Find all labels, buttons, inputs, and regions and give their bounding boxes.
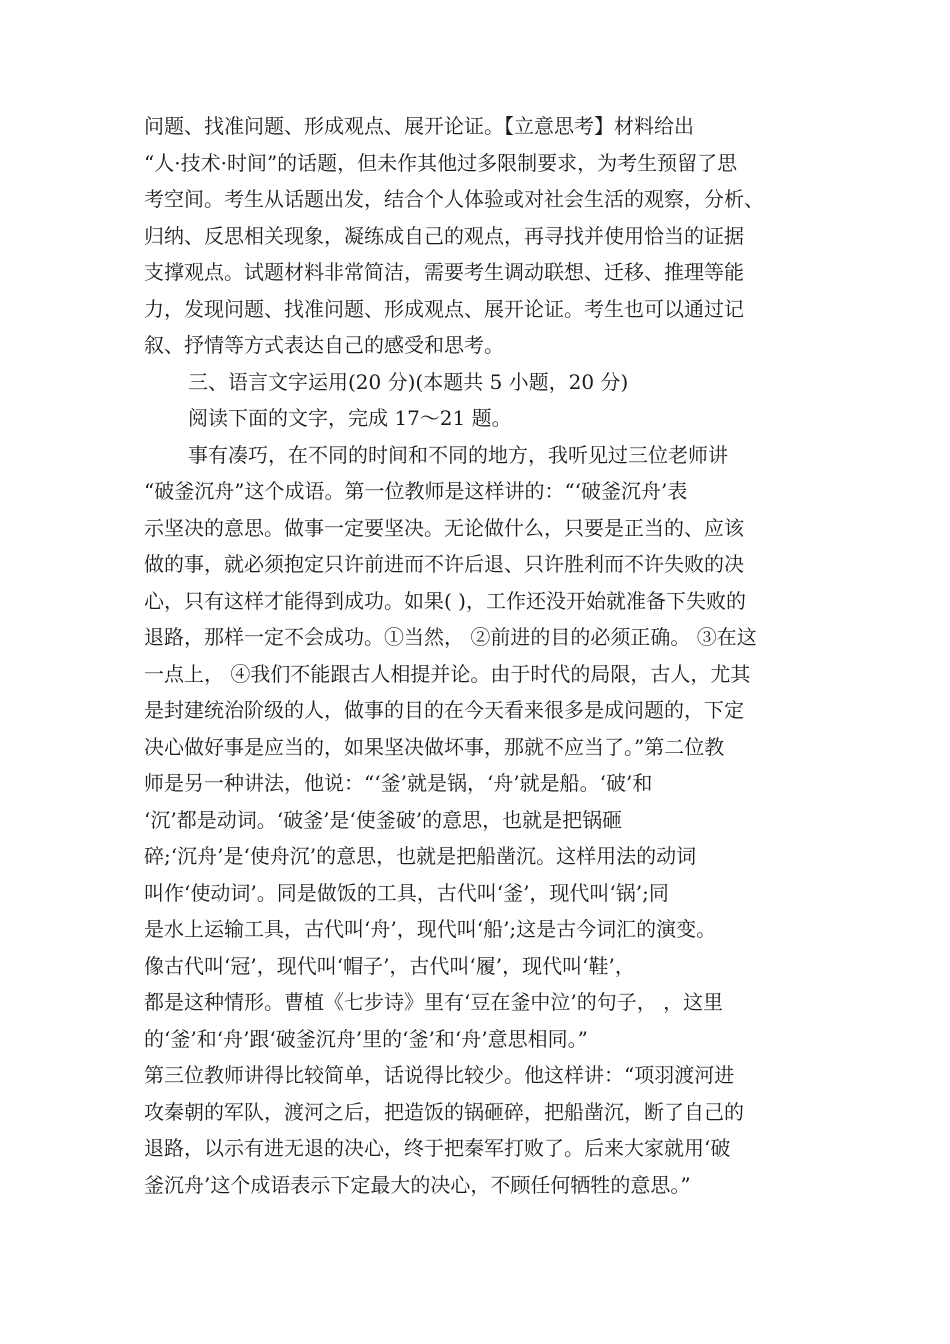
text-line: 碎;‘沉舟’是‘使舟沉’的意思，也就是把船凿沉。这样用法的动词 <box>144 844 697 868</box>
text-line: 第三位教师讲得比较简单，话说得比较少。他这样讲：“项羽渡河进 <box>144 1063 735 1087</box>
text-line: 都是这种情形。曹植《七步诗》里有‘豆在釜中泣’的句子， ，这里 <box>144 990 724 1014</box>
text-line: 考空间。考生从话题出发，结合个人体验或对社会生活的观察，分析、 <box>144 187 764 211</box>
text-line: 叙、抒情等方式表达自己的感受和思考。 <box>144 333 504 357</box>
text-line: 是封建统治阶级的人，做事的目的在今天看来很多是成问题的，下定 <box>144 698 744 722</box>
text-line: 一点上， ④我们不能跟古人相提并论。由于时代的局限，古人，尤其 <box>144 661 751 686</box>
text-line: “破釜沉舟”这个成语。第一位教师是这样讲的：“‘破釜沉舟’表 <box>144 479 688 503</box>
text-line: 攻秦朝的军队，渡河之后，把造饭的锅砸碎，把船凿沉，断了自己的 <box>144 1099 744 1124</box>
text-line: 心，只有这样才能得到成功。如果( )，工作还没开始就准备下失败的 <box>144 588 746 613</box>
text-line: 像古代叫‘冠’，现代叫‘帽子’，古代叫‘履’，现代叫‘鞋’， <box>144 953 635 978</box>
text-line: 的‘釜’和‘舟’跟‘破釜沉舟’里的‘釜’和‘舟’意思相同。” <box>144 1026 588 1051</box>
text-line: 做的事，就必须抱定只许前进而不许后退、只许胜利而不许失败的决 <box>144 552 744 576</box>
text-line: ‘沉’都是动词。‘破釜’是‘使釜破’的意思，也就是把锅砸 <box>144 807 623 832</box>
text-line: 退路，以示有进无退的决心，终于把秦军打败了。后来大家就用‘破 <box>144 1136 731 1160</box>
text-line: 是水上运输工具，古代叫‘舟’，现代叫‘船’;这是古今词汇的演变。 <box>144 917 717 941</box>
reading-instruction: 阅读下面的文字，完成 17～21 题。 <box>188 406 512 430</box>
text-line: 支撑观点。试题材料非常简洁，需要考生调动联想、迁移、推理等能 <box>144 260 744 284</box>
text-line: 问题、找准问题、形成观点、展开论证。【立意思考】材料给出 <box>144 114 694 138</box>
text-line: 力，发现问题、找准问题、形成观点、展开论证。考生也可以通过记 <box>144 296 744 321</box>
text-line: 师是另一种讲法，他说：“‘釜’就是锅，‘舟’就是船。‘破’和 <box>144 771 653 795</box>
text-line: 退路，那样一定不会成功。①当然， ②前进的目的必须正确。 ③在这 <box>144 625 757 649</box>
text-line: 叫作‘使动词’。同是做饭的工具，古代叫‘釜’，现代叫‘锅’;同 <box>144 880 669 905</box>
text-line: 归纳、反思相关现象，凝练成自己的观点，再寻找并使用恰当的证据 <box>144 223 744 248</box>
text-line: 决心做好事是应当的，如果坚决做坏事，那就不应当了。”第二位教 <box>144 734 725 759</box>
text-line: 示坚决的意思。做事一定要坚决。无论做什么，只要是正当的、应该 <box>144 515 744 540</box>
text-line: “人·技术·时间”的话题，但未作其他过多限制要求，为考生预留了思 <box>144 150 738 175</box>
text-line: 釜沉舟’这个成语表示下定最大的决心，不顾任何牺牲的意思。” <box>144 1172 691 1197</box>
section-heading: 三、语言文字运用(20 分)(本题共 5 小题，20 分) <box>188 369 629 394</box>
text-line: 事有凑巧，在不同的时间和不同的地方，我听见过三位老师讲 <box>188 442 728 467</box>
body-text <box>144 108 844 1203</box>
